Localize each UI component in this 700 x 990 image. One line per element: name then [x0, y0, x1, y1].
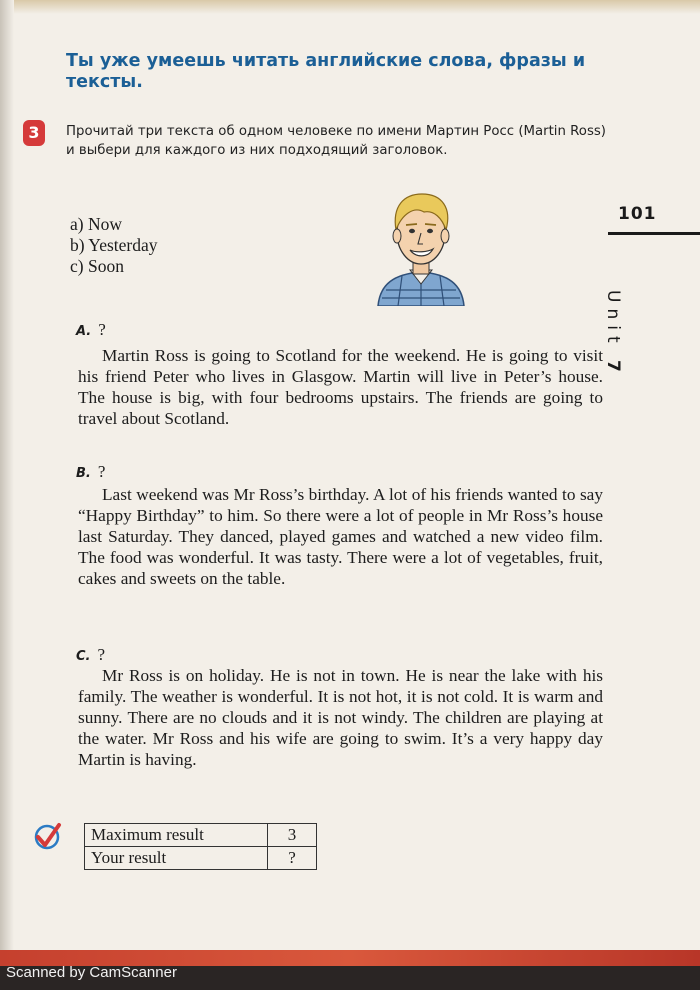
- text-b-label: B. ?: [76, 462, 106, 481]
- self-check-icon: [32, 822, 62, 852]
- scanner-watermark: Scanned by CamScanner: [6, 964, 177, 981]
- unit-number: 7: [603, 360, 623, 378]
- martin-ross-portrait: [372, 186, 470, 306]
- exercise-instruction: Прочитай три текста об одном человеке по имени Мартин Росс (Martin Ross) и выбери для каждого из них подходящий заголовок.: [66, 124, 606, 158]
- text-a-label: A. ?: [76, 320, 106, 339]
- title-options: [70, 214, 158, 277]
- max-result-value: 3: [268, 824, 317, 847]
- top-edge: [0, 0, 700, 14]
- result-table: [84, 823, 317, 870]
- your-result-value: ?: [268, 847, 317, 870]
- option-b: b) Yesterday: [70, 235, 158, 255]
- max-result-label: Maximum result: [85, 824, 268, 847]
- section-heading: Ты уже умеешь читать английские слова, фразы и тексты.: [66, 51, 586, 92]
- result-row-yours: [85, 847, 317, 870]
- page-number-rule: [608, 232, 700, 235]
- text-a-body: Martin Ross is going to Scotland for the weekend. He is going to visit his friend Peter who lives in Glasgow. Martin will live in Peter’s house. The house is big, with four bedrooms upstairs. The friends are going to travel about Scotland.: [78, 346, 603, 428]
- your-result-label: Your result: [85, 847, 268, 870]
- text-b-body: Last weekend was Mr Ross’s birthday. A lot of his friends wanted to say “Happy Birthday” to him. So there were a lot of people in Mr Ross’s house last Saturday. They danced, played games and watched a new video film. The food was wonderful. It was tasty. There were a lot of vegetables, fruit, cakes and sweets on the table.: [78, 485, 603, 588]
- text-c-label: C. ?: [76, 645, 106, 664]
- result-row-max: [85, 824, 317, 847]
- option-a: a) Now: [70, 214, 122, 234]
- page-number: 101: [618, 204, 657, 224]
- exercise-number-badge: 3: [23, 120, 45, 146]
- option-c: c) Soon: [70, 256, 124, 276]
- text-c-body: Mr Ross is on holiday. He is not in town. He is near the lake with his family. The weather is wonderful. It is not hot, it is not cold. It is warm and sunny. There are no clouds and it is not windy. The children are playing at the water. Mr Ross and his wife are going to swim. It’s a very happy day Martin is having.: [78, 666, 603, 769]
- page-binding-shadow: [0, 0, 14, 960]
- unit-marker: Unit 7: [603, 290, 623, 378]
